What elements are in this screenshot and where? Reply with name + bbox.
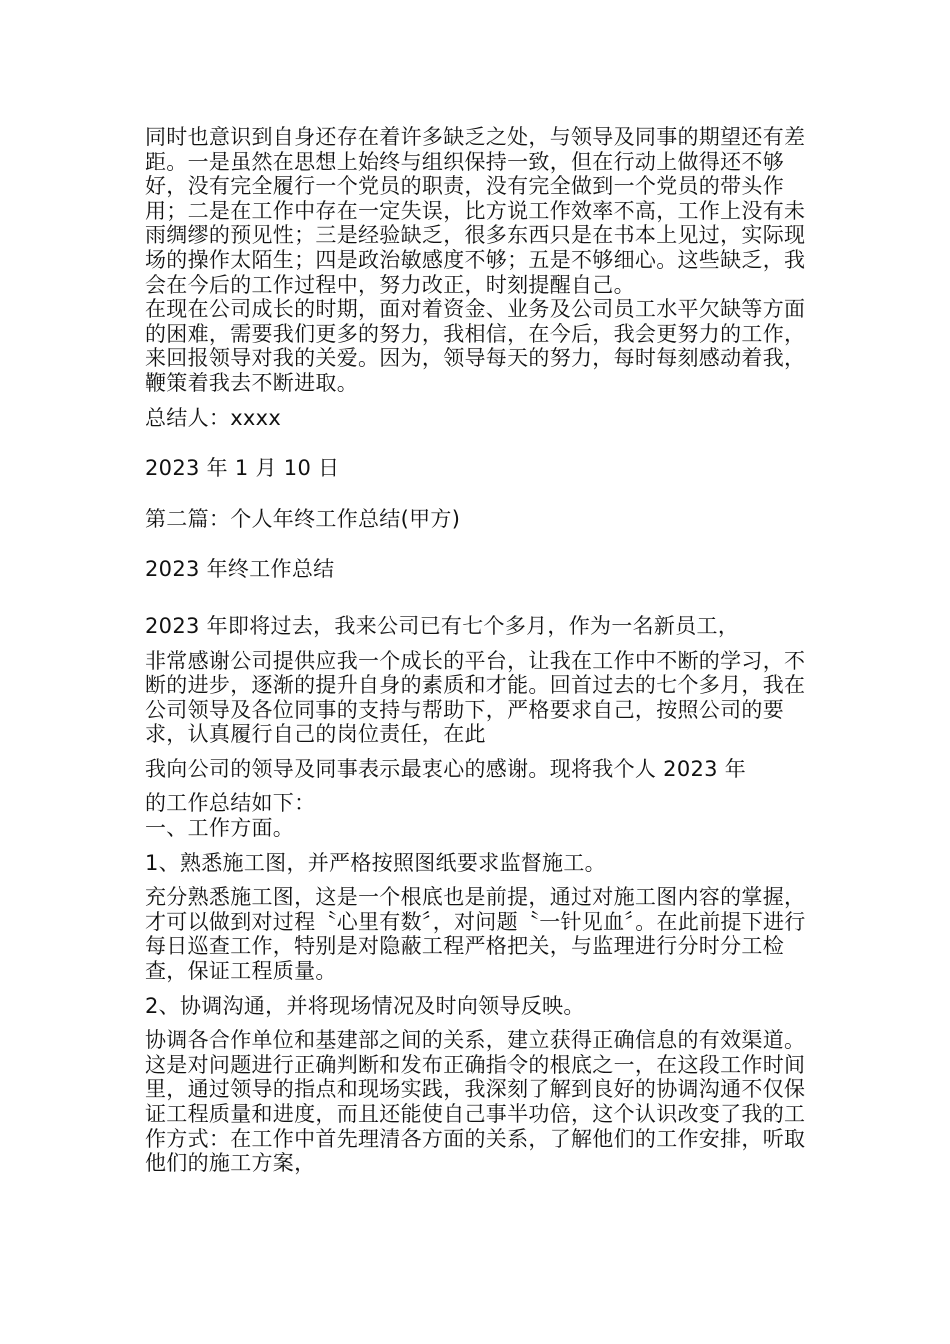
heading-work-aspect: 一、工作方面。 [145,816,295,841]
document-page [145,125,815,1176]
signer-line: 总结人：xxxx [145,405,282,430]
paragraph-intro: 2023 年即将过去，我来公司已有七个多月，作为一名新员工， [145,613,740,638]
paragraph-summary-lead: 的工作总结如下： [145,791,316,816]
paragraph-company-growth: 在现在公司成长的时期，面对着资金、业务及公司员工水平欠缺等方面的困难，需要我们更多的努力，我相信，在今后，我会更努力的工作，来回报领导对我的关爱。因为，领导每天的努力，每时每刻感动着我，鞭策着我去不断进取。 [145,297,806,395]
document-title: 2023 年终工作总结 [145,557,335,582]
paragraph-thanks: 非常感谢公司提供应我一个成长的平台，让我在工作中不断的学习，不断的进步，逐渐的提升自身的素质和才能。回首过去的七个多月，我在公司领导及各位同事的支持与帮助下，严格要求自己，按照公司的要求，认真履行自己的岗位责任，在此 [145,648,806,747]
heading-item-2: 2、协调沟通，并将现场情况及时向领导反映。 [145,993,585,1018]
section-title: 第二篇：个人年终工作总结(甲方) [145,506,461,531]
paragraph-gratitude: 我向公司的领导及同事表示最衷心的感谢。现将我个人 2023 年 [145,756,747,781]
paragraph-drawings: 充分熟悉施工图，这是一个根底也是前提，通过对施工图内容的掌握，才可以做到对过程〝心里有数〞，对问题〝一针见血〞。在此前提下进行每日巡查工作，特别是对隐蔽工程严格把关，与监理进行分时分工检查，保证工程质量。 [145,885,806,984]
paragraph-shortcomings: 同时也意识到自身还存在着许多缺乏之处，与领导及同事的期望还有差距。一是虽然在思想上始终与组织保持一致，但在行动上做得还不够好，没有完全履行一个党员的职责，没有完全做到一个党员的带头作用；二是在工作中存在一定失误，比方说工作效率不高，工作上没有未雨绸缪的预见性；三是经验缺乏，很多东西只是在书本上见过，实际现场的操作太陌生；四是政治敏感度不够；五是不够细心。这些缺乏，我会在今后的工作过程中，努力改正，时刻提醒自己。 [145,125,806,297]
heading-item-1: 1、熟悉施工图，并严格按照图纸要求监督施工。 [145,850,606,875]
date-line: 2023 年 1 月 10 日 [145,456,340,481]
paragraph-coordination: 协调各合作单位和基建部之间的关系，建立获得正确信息的有效渠道。这是对问题进行正确判断和发布正确指令的根底之一，在这段工作时间里，通过领导的指点和现场实践，我深刻了解到良好的协调沟通不仅保证工程质量和进度，而且还能使自己事半功倍，这个认识改变了我的工作方式：在工作中首先理清各方面的关系，了解他们的工作安排，听取他们的施工方案， [145,1028,806,1176]
